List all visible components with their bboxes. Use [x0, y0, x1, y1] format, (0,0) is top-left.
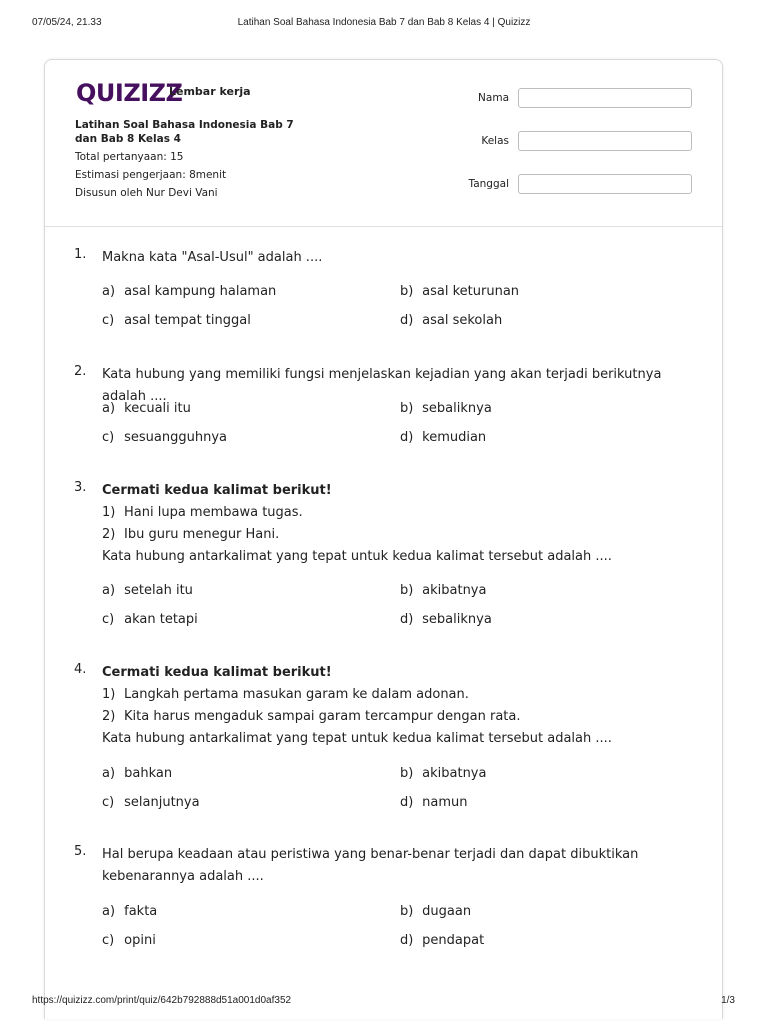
option-letter: c)	[102, 313, 115, 328]
sentence-text: Ibu guru menegur Hani.	[124, 527, 280, 542]
question-number: 5.	[74, 844, 87, 859]
option-text: bahkan	[124, 766, 173, 781]
option-letter: b)	[400, 583, 414, 598]
option-text: akibatnya	[422, 766, 487, 781]
option-letter: a)	[102, 401, 116, 416]
print-datetime: 07/05/24, 21.33	[32, 17, 102, 28]
option-letter: b)	[400, 766, 414, 781]
option-text: akibatnya	[422, 583, 487, 598]
sentence-2	[102, 706, 702, 728]
total-questions: Total pertanyaan: 15	[75, 151, 184, 163]
print-footer	[0, 995, 768, 1009]
option-text: asal sekolah	[422, 313, 503, 328]
option-letter: b)	[400, 284, 414, 299]
option-d[interactable]	[400, 933, 484, 948]
option-c[interactable]	[102, 313, 251, 328]
option-text: dugaan	[422, 904, 472, 919]
question-number: 4.	[74, 662, 87, 677]
option-c[interactable]	[102, 933, 156, 948]
option-text: akan tetapi	[124, 612, 198, 627]
question-text-line-1: Hal berupa keadaan atau peristiwa yang benar-benar terjadi dan dapat dibuktikan	[102, 847, 639, 862]
option-text: kemudian	[422, 430, 487, 445]
sentence-text: Langkah pertama masukan garam ke dalam adonan.	[124, 687, 469, 702]
sentence-number: 1)	[102, 687, 116, 702]
question-text: Kata hubung antarkalimat yang tepat untuk kedua kalimat tersebut adalah ....	[102, 549, 612, 564]
date-label: Tanggal	[468, 178, 509, 190]
option-text: selanjutnya	[124, 795, 200, 810]
option-letter: a)	[102, 904, 116, 919]
option-letter: a)	[102, 766, 116, 781]
option-d[interactable]	[400, 795, 468, 810]
option-a[interactable]	[102, 904, 157, 919]
question-number: 3.	[74, 480, 87, 495]
sentence-text: Hani lupa membawa tugas.	[124, 505, 303, 520]
option-c[interactable]	[102, 430, 227, 445]
question-text: Makna kata "Asal-Usul" adalah ....	[102, 250, 323, 265]
option-letter: c)	[102, 612, 115, 627]
option-letter: d)	[400, 795, 414, 810]
option-text: sesuangguhnya	[124, 430, 228, 445]
option-text: asal kampung halaman	[124, 284, 277, 299]
option-text: fakta	[124, 904, 158, 919]
option-text: asal keturunan	[422, 284, 520, 299]
print-url: https://quizizz.com/print/quiz/642b792888d51a001d0af352	[32, 995, 292, 1006]
sentence-number: 2)	[102, 709, 116, 724]
option-text: namun	[422, 795, 468, 810]
option-text: kecuali itu	[124, 401, 191, 416]
question-heading: Cermati kedua kalimat berikut!	[102, 483, 332, 498]
print-header	[0, 17, 768, 31]
option-a[interactable]	[102, 766, 172, 781]
option-c[interactable]	[102, 795, 200, 810]
option-b[interactable]	[400, 284, 519, 299]
option-letter: b)	[400, 904, 414, 919]
option-d[interactable]	[400, 313, 502, 328]
option-letter: c)	[102, 933, 115, 948]
option-letter: d)	[400, 933, 414, 948]
option-a[interactable]	[102, 284, 276, 299]
option-b[interactable]	[400, 766, 486, 781]
estimate: Estimasi pengerjaan: 8menit	[75, 169, 227, 181]
name-field[interactable]	[518, 88, 692, 108]
option-b[interactable]	[400, 401, 492, 416]
option-letter: b)	[400, 401, 414, 416]
option-letter: d)	[400, 313, 414, 328]
option-letter: a)	[102, 284, 116, 299]
question-text: Kata hubung antarkalimat yang tepat untuk kedua kalimat tersebut adalah ....	[102, 731, 612, 746]
option-letter: c)	[102, 795, 115, 810]
option-d[interactable]	[400, 430, 486, 445]
quizizz-logo: QUIZIZZ	[76, 79, 183, 107]
option-letter: c)	[102, 430, 115, 445]
print-page-title: Latihan Soal Bahasa Indonesia Bab 7 dan Bab 8 Kelas 4 | Quizizz	[237, 17, 531, 28]
sentence-1	[102, 502, 702, 524]
sentence-text: Kita harus mengaduk sampai garam tercampur dengan rata.	[124, 709, 521, 724]
option-text: opini	[124, 933, 156, 948]
quiz-title: Latihan Soal Bahasa Indonesia Bab 7 dan Bab 8 Kelas 4	[75, 119, 294, 145]
question-heading: Cermati kedua kalimat berikut!	[102, 665, 332, 680]
name-label: Nama	[478, 92, 509, 104]
option-text: pendapat	[422, 933, 485, 948]
print-page-number: 1/3	[721, 995, 735, 1006]
worksheet-header	[45, 60, 722, 227]
sentence-number: 2)	[102, 527, 116, 542]
class-label: Kelas	[481, 135, 509, 147]
class-field[interactable]	[518, 131, 692, 151]
option-letter: d)	[400, 612, 414, 627]
author: Disusun oleh Nur Devi Vani	[75, 187, 218, 199]
option-a[interactable]	[102, 583, 193, 598]
sentence-2	[102, 524, 702, 546]
question-number: 1.	[74, 247, 87, 262]
option-a[interactable]	[102, 401, 191, 416]
option-text: sebaliknya	[422, 612, 492, 627]
option-b[interactable]	[400, 583, 486, 598]
question-text-line-2: kebenarannya adalah ....	[102, 869, 264, 884]
sentence-number: 1)	[102, 505, 116, 520]
option-b[interactable]	[400, 904, 471, 919]
option-text: asal tempat tinggal	[124, 313, 251, 328]
option-letter: a)	[102, 583, 116, 598]
option-c[interactable]	[102, 612, 198, 627]
option-letter: d)	[400, 430, 414, 445]
sheet-kind-label: Lembar kerja	[169, 85, 251, 98]
option-d[interactable]	[400, 612, 492, 627]
question-text: Kata hubung yang memiliki fungsi menjelaskan kejadian yang akan terjadi berikutnya adalah ....	[102, 367, 662, 404]
sentence-1	[102, 684, 702, 706]
option-text: sebaliknya	[422, 401, 492, 416]
option-text: setelah itu	[124, 583, 193, 598]
date-field[interactable]	[518, 174, 692, 194]
question-number: 2.	[74, 364, 87, 379]
